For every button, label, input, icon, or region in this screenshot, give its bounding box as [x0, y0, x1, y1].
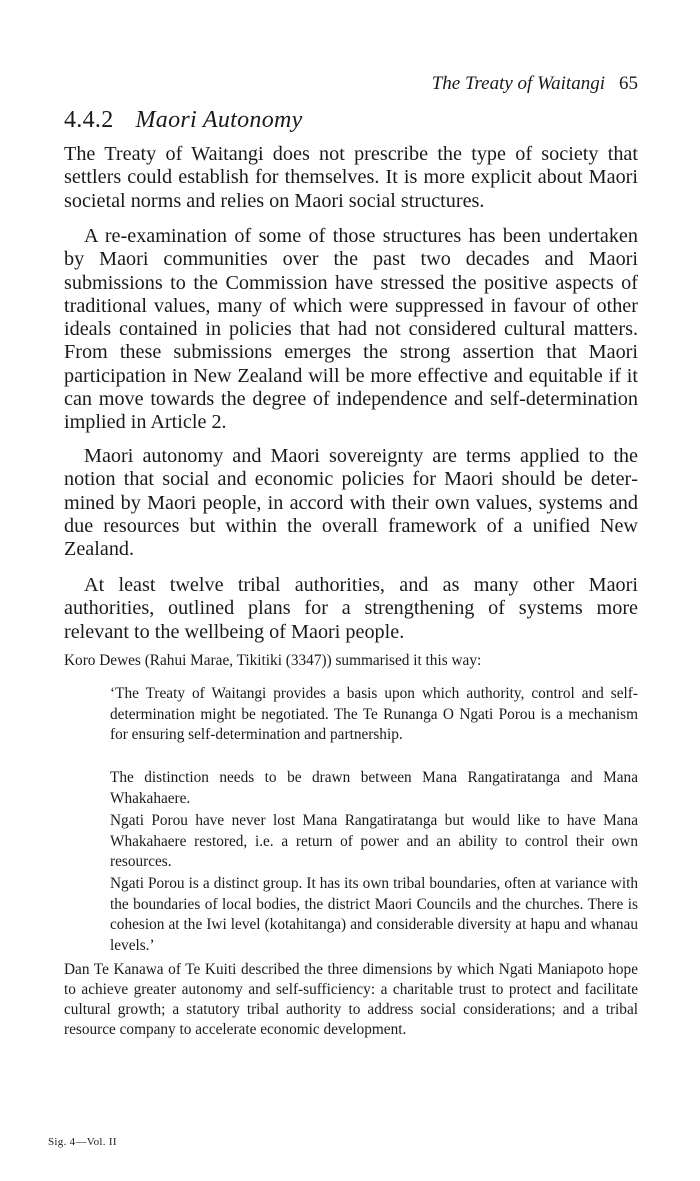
section-number: 4.4.2 — [64, 107, 114, 133]
block-quote-paragraph: Ngati Porou is a distinct group. It has its own tribal boundaries, often at variance with the boundaries of local bodies, the district Maori Councils and the churches. There is cohesion at the Iwi level (kotahitanga) and considerable diversity at hapu and whanau levels.’ — [110, 875, 638, 954]
signature-mark: Sig. 4—Vol. II — [48, 1136, 117, 1148]
quote-introduction: Koro Dewes (Rahui Marae, Tikitiki (3347)) summarised it this way: — [64, 652, 482, 669]
body-paragraph: At least twelve tribal authorities, and as many other Maori authorities, outlined plans for a strengthening of systems more relevant to the wellbeing of Maori people. — [64, 574, 638, 643]
running-head-title: The Treaty of Waitangi — [431, 73, 605, 94]
running-head — [380, 73, 638, 95]
page-number: 65 — [619, 73, 638, 94]
section-heading — [64, 107, 303, 134]
section-title: Maori Autonomy — [135, 107, 303, 133]
block-quote-paragraph: The distinction needs to be drawn between Mana Rangatiratanga and Mana Whakahaere. — [110, 769, 638, 807]
body-paragraph: Maori autonomy and Maori sovereignty are terms applied to the notion that social and economic policies for Maori should be determined by Maori people, in accord with their own values, systems and due resources but within the overall framework of a unified New Zealand. — [64, 445, 638, 561]
block-quote-paragraph: ‘The Treaty of Waitangi provides a basis upon which authority, control and self-determination might be negotiated. The Te Runanga O Ngati Porou is a mechanism for ensuring self-determination and partnership. — [110, 685, 638, 743]
body-paragraph: The Treaty of Waitangi does not prescribe the type of society that settlers could establish for themselves. It is more explicit about Maori societal norms and relies on Maori social structures. — [64, 143, 638, 212]
block-quote-paragraph: Ngati Porou have never lost Mana Rangatiratanga but would like to have Mana Whakahaere restored, i.e. a return of power and an ability to control their own resources. — [110, 812, 638, 870]
closing-paragraph: Dan Te Kanawa of Te Kuiti described the three dimensions by which Ngati Maniapoto hope to achieve greater autonomy and self-sufficiency: a charitable trust to protect and facilitate cultural growth; a statutory tribal authority to address social considerations; and a tribal resource company to accelerate economic development. — [64, 961, 638, 1038]
body-paragraph: A re-examination of some of those structures has been undertaken by Maori communities over the past two decades and Maori submissions to the Commission have stressed the positive aspects of traditional values, many of which were suppressed in favour of other ideals contained in policies that had not considered cultural matters. From these submissions emerges the strong assertion that Maori participation in New Zealand will be more effective and equitable if it can move towards the degree of independence and self-determination implied in Article 2. — [64, 225, 638, 434]
